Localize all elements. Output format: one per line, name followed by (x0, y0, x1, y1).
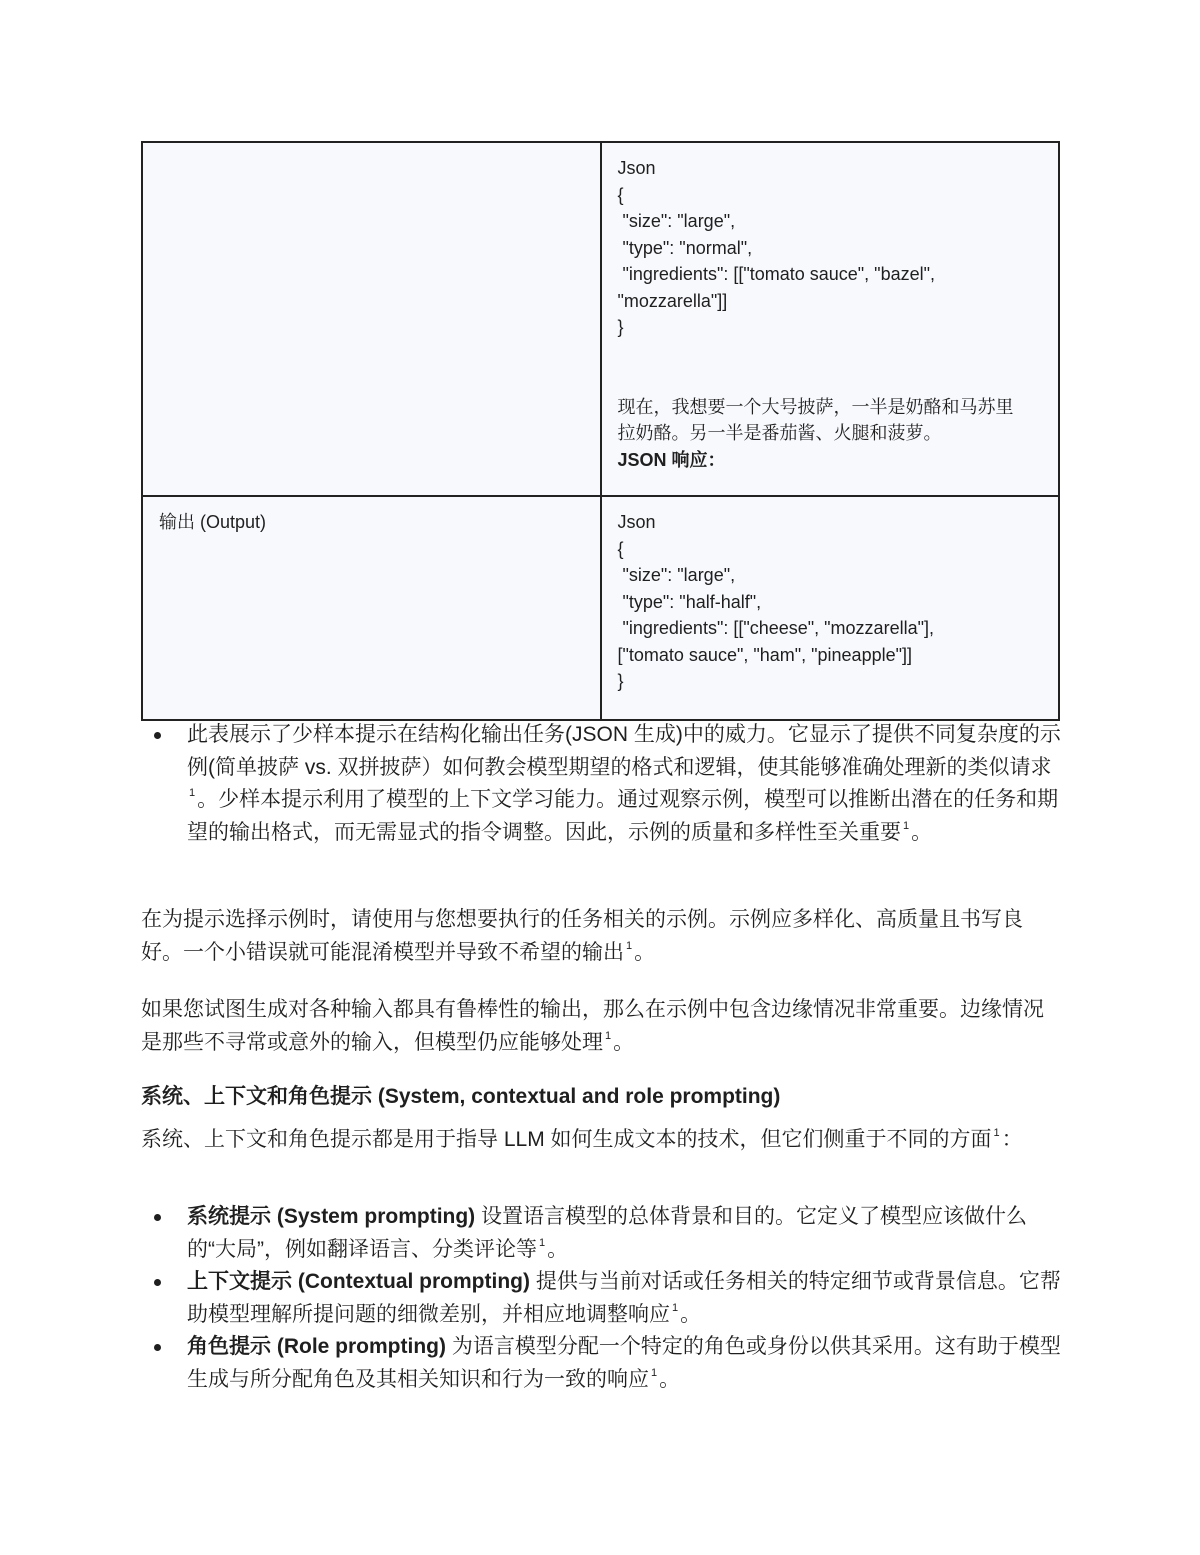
term: 上下文提示 (Contextual prompting) (187, 1270, 530, 1293)
footnote-ref[interactable]: 1 (605, 1029, 612, 1042)
table-row (142, 496, 1059, 720)
text: 。 (547, 1237, 569, 1261)
code-line: Json (617, 158, 656, 178)
text: 。 (911, 820, 933, 844)
prompt-response-label: JSON 响应： (617, 449, 726, 470)
code-line: "type": "half-half", (617, 591, 762, 612)
prompt-line: 现在，我想要一个大号披萨，一半是奶酪和马苏里 (617, 396, 1014, 417)
text: 设置语言模型的总体背景和目的。它定义了模型应该做什么的“大局”，例如翻译语言、分类评论等 (187, 1205, 1028, 1261)
section-heading: 系统、上下文和角色提示 (System, contextual and role prompting) (141, 1085, 781, 1108)
list-item (141, 1331, 1061, 1396)
footnote-ref[interactable]: 1 (993, 1127, 1000, 1139)
list-item (141, 1266, 1061, 1331)
text: 为语言模型分配一个特定的角色或身份以供其采用。这有助于模型生成与所分配角色及其相关知识和行为一致的响应 (187, 1335, 1061, 1391)
text: 。 (659, 1367, 681, 1391)
text: 。 (680, 1302, 702, 1326)
code-line: "type": "normal", (617, 237, 753, 258)
code-line: "ingredients": [["tomato sauce", "bazel", (617, 264, 935, 284)
code-line: } (617, 317, 624, 337)
code-line: "mozzarella"]] (617, 290, 728, 311)
footnote-ref[interactable]: 1 (189, 787, 196, 799)
text: 。 (613, 1030, 635, 1054)
table-cell-label: 输出 (Output) (142, 496, 601, 720)
table-cell-content (601, 496, 1060, 720)
text: 此表展示了少样本提示在结构化输出任务(JSON 生成)中的威力。它显示了提供不同复杂度的示例(简单披萨 vs. 双拼披萨）如何教会模型期望的格式和逻辑，使其能够准确处理新的类似请求 (187, 723, 1061, 779)
code-line: { (617, 538, 624, 559)
list-item (141, 1201, 1061, 1266)
table-cell-label (142, 142, 601, 496)
code-line: ["tomato sauce", "ham", "pineapple"]] (617, 644, 912, 665)
prompt-types-list (141, 1201, 1061, 1396)
term: 系统提示 (System prompting) (187, 1205, 476, 1228)
term: 角色提示 (Role prompting) (187, 1335, 446, 1358)
list-item (141, 719, 1061, 849)
text: 提供与当前对话或任务相关的特定细节或背景信息。它帮助模型理解所提问题的细微差别，并相应地调整响应 (187, 1270, 1061, 1326)
text: 如果您试图生成对各种输入都具有鲁棒性的输出，那么在示例中包含边缘情况非常重要。边缘情况是那些不寻常或意外的输入，但模型仍应能够处理 (141, 998, 1044, 1054)
code-line: { (617, 184, 624, 205)
text: 系统、上下文和角色提示都是用于指导 LLM 如何生成文本的技术，但它们侧重于不同的方面 (141, 1128, 992, 1151)
example-table (141, 141, 1060, 721)
footnote-ref[interactable]: 1 (903, 819, 910, 832)
blank-line (618, 341, 1043, 368)
table-summary-list (141, 719, 1061, 849)
code-line: "ingredients": [["cheese", "mozzarella"], (617, 618, 934, 638)
prompt-line: 拉奶酪。另一半是番茄酱、火腿和菠萝。 (617, 423, 942, 443)
text: 在为提示选择示例时，请使用与您想要执行的任务相关的示例。示例应多样化、高质量且书写良好。一个小错误就可能混淆模型并导致不希望的输出 (141, 908, 1023, 964)
text: ： (1001, 1128, 1023, 1151)
paragraph (141, 1124, 1061, 1157)
code-line: "size": "large", (617, 565, 736, 585)
paragraph (141, 904, 1061, 969)
table-row (142, 142, 1059, 496)
footnote-ref[interactable]: 1 (626, 939, 633, 952)
blank-line (618, 367, 1043, 394)
code-line: Json (617, 512, 656, 532)
code-line: "size": "large", (617, 211, 736, 231)
table-cell-content (601, 142, 1060, 496)
text: 。少样本提示利用了模型的上下文学习能力。通过观察示例，模型可以推断出潜在的任务和期望的输出格式，而无需显式的指令调整。因此，示例的质量和多样性至关重要 (187, 788, 1059, 844)
paragraph (141, 994, 1061, 1059)
code-line: } (617, 671, 624, 691)
footnote-ref[interactable]: 1 (672, 1301, 679, 1314)
footnote-ref[interactable]: 1 (651, 1366, 658, 1379)
footnote-ref[interactable]: 1 (539, 1236, 546, 1249)
text: 。 (634, 940, 656, 964)
